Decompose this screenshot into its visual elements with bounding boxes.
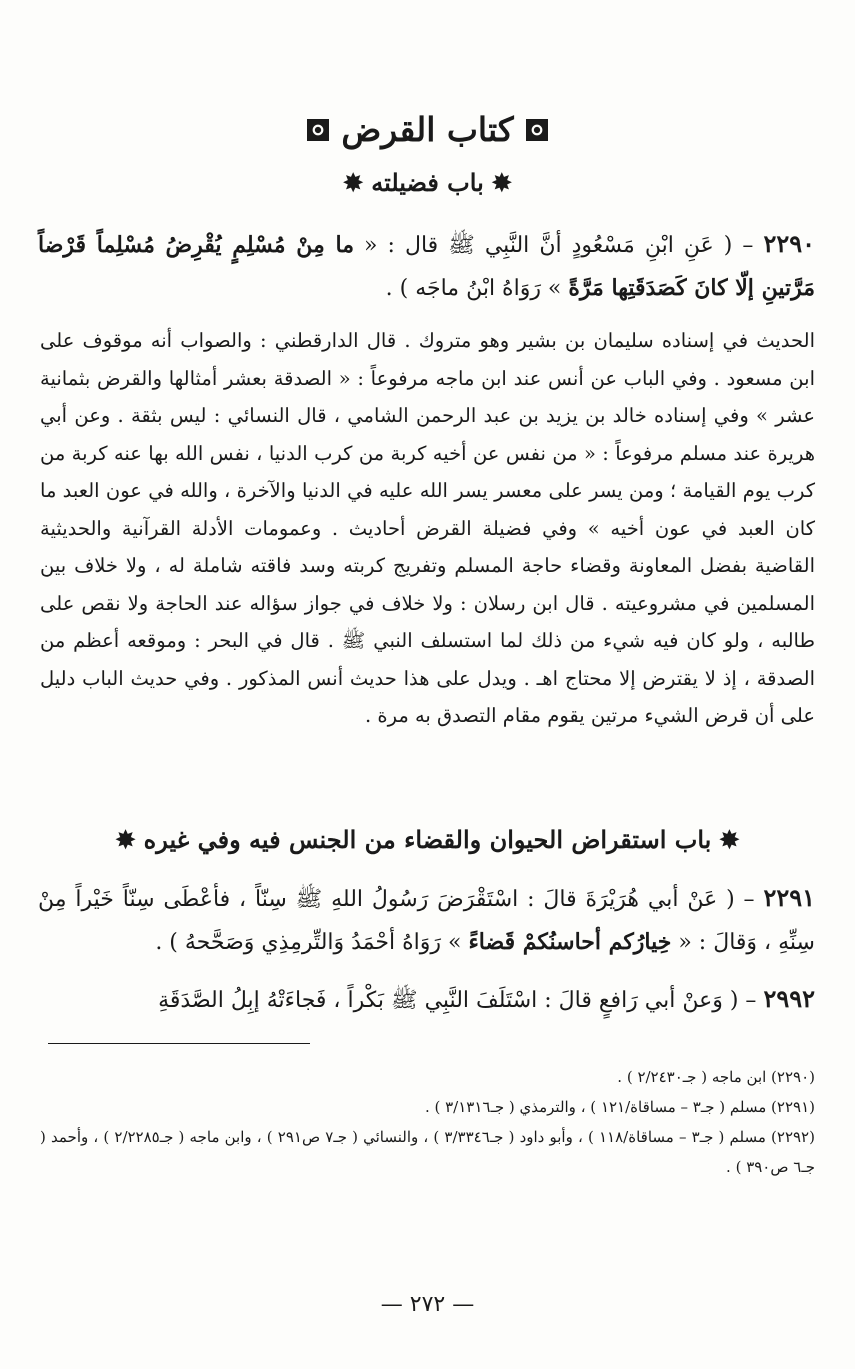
- star-ornament-icon: ✸: [719, 825, 740, 854]
- hadith-2291: [38, 877, 815, 964]
- star-ornament-icon: ✸: [115, 825, 136, 854]
- hadith-intro: – ( عَنِ ابْنِ مَسْعُودٍ أنَّ النَّبِي ﷺ قال : «: [354, 233, 764, 258]
- hadith-outro: » رَوَاهُ ابْنُ ماجَه ) .: [385, 276, 569, 301]
- star-ornament-icon: ✸: [343, 168, 364, 197]
- footnote: (٢٢٩٠) ابن ماجه ( جـ٢/٢٤٣٠ ) .: [617, 1068, 815, 1086]
- hadith-intro: – ( عَنْ أبي هُرَيْرَةَ قالَ : اسْتَقْرَضَ رَسُولُ اللهِ ﷺ سِنّاً ، فأعْطَى سِنّاً خَيْراً مِنْ سِنِّهِ ، وَقالَ : «: [38, 887, 815, 955]
- chapter-heading-borrowing-animals: [0, 825, 855, 854]
- footnotes: [40, 1062, 815, 1182]
- page-number: — ٢٧٢ —: [380, 1292, 475, 1317]
- book-title: [0, 108, 855, 152]
- hadith-2290: [38, 223, 815, 310]
- hadith-outro: » رَوَاهُ أحْمَدُ وَالتِّرمِذِي وَصَحَّحهُ ) .: [155, 930, 469, 955]
- hadith-2292: [38, 978, 815, 1022]
- chapter-heading-virtue: [0, 168, 855, 197]
- hadith-text: – ( وَعنْ أبي رَافعٍ قالَ : اسْتَلَفَ النَّبِي ﷺ بَكْراً ، فَجاءَتْهُ إبِلُ الصَّدَقَةِ: [158, 988, 764, 1013]
- hadith-quote: خِيارُكم أحاسنُكمْ قَضاءً: [468, 929, 672, 955]
- chapter-title: باب استقراض الحيوان والقضاء من الجنس فيه وفي غيره: [143, 825, 712, 854]
- footnote-divider: [48, 1043, 310, 1044]
- star-ornament-icon: ✸: [491, 168, 512, 197]
- hadith-number: ٢٩٩٢: [763, 984, 815, 1013]
- hadith-number: ٢٢٩١: [763, 883, 815, 912]
- footnote: (٢٢٩٢) مسلم ( جـ٣ – مساقاة/١١٨ ) ، وأبو داود ( جـ٣/٣٣٤٦ ) ، والنسائي ( جـ٧ ص٢٩١ ) ، وابن ماجه ( جـ٢/٢٢٨٥ ) ، وأحمد ( جـ٦ ص٣٩٠ ) .: [40, 1128, 815, 1176]
- footnote: (٢٢٩١) مسلم ( جـ٣ – مساقاة/١٢١ ) ، والترمذي ( جـ٣/١٣١٦ ) .: [424, 1098, 815, 1116]
- ornament-box-icon: [526, 119, 548, 141]
- chapter-title: باب فضيلته: [371, 168, 484, 197]
- hadith-quote: ما مِنْ مُسْلِمٍ يُقْرِضُ مُسْلِماً قَرْضاً مَرَّتينِ إلّا كانَ كَصَدَقَتِها مَرَّةً: [38, 232, 815, 301]
- book-title-text: كتاب القرض: [341, 110, 514, 149]
- ornament-box-icon: [307, 119, 329, 141]
- commentary-paragraph: الحديث في إسناده سليمان بن بشير وهو متروك . قال الدارقطني : والصواب أنه موقوف على ابن مسعود . وفي الباب عن أنس عند ابن ماجه مرفوعاً : « الصدقة بعشر أمثالها والقرض بثمانية عشر » وفي إسناده خالد بن يزيد بن عبد الرحمن الشامي ، قال النسائي : ليس بثقة . وعن أبي هريرة عند مسلم مرفوعاً : « من نفس عن أخيه كربة من كرب الدنيا ، نفس الله بها عنه كربة من كرب يوم القيامة ؛ ومن يسر على معسر يسر الله عليه في الدنيا والآخرة ، والله في عون العبد ما كان العبد في عون أخيه » وفي فضيلة القرض أحاديث . وعمومات الأدلة القرآنية والحديثية القاضية بفضل المعاونة وقضاء حاجة المسلم وتفريج كربته وسد فاقته شاملة له ، ولا خلاف بين المسلمين في مشروعيته . قال ابن رسلان : ولا خلاف في جواز سؤاله عند الحاجة ولا نقص على طالبه ، ولو كان فيه شيء من ذلك لما استسلف النبي ﷺ . قال في البحر : وموقعه أعظم من الصدقة ، إذ لا يقترض إلا محتاج اهـ . ويدل على هذا حديث أنس المذكور . وفي حديث الباب دليل على أن قرض الشيء مرتين يقوم مقام التصدق به مرة .: [40, 329, 815, 727]
- hadith-number: ٢٢٩٠: [763, 229, 815, 258]
